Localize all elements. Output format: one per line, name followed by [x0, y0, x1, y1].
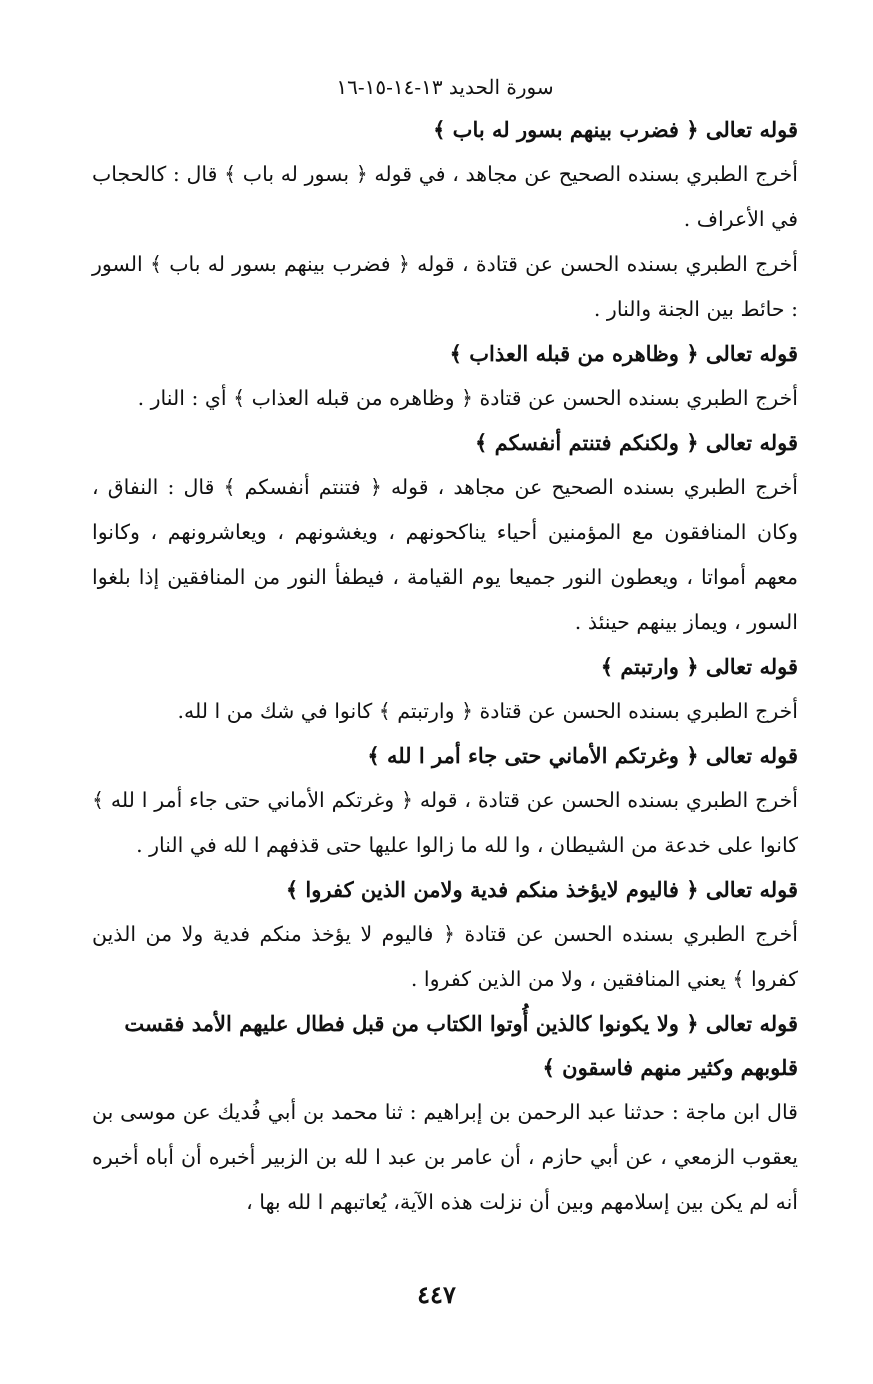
- running-header: سورة الحديد ١٣-١٤-١٥-١٦: [336, 75, 554, 99]
- paragraph: أخرج الطبري بسنده الحسن عن قتادة ﴿ وظاهره من قبله العذاب ﴾ أي : النار .: [137, 386, 798, 410]
- paragraph: أخرج الطبري بسنده الصحيح عن مجاهد ، قوله ﴿ فتنتم أنفسكم ﴾ قال : النفاق ، وكان المنافقون مع المؤمنين أحياء يناكحونهم ، ويغشونهم ، ويعاشرونهم ، وكانوا معهم أمواتا ، ويعطون النور جميعا يوم القيامة ، فيطفأ النور من المنافقين إذا بلغوا السور ، ويماز بينهم حينئذ .: [92, 475, 798, 634]
- verse-heading: قوله تعالى ﴿ ولكنكم فتنتم أنفسكم ﴾: [475, 430, 798, 455]
- verse-heading: قوله تعالى ﴿ وغرتكم الأماني حتى جاء أمر ا لله ﴾: [367, 743, 798, 768]
- paragraph: أخرج الطبري بسنده الحسن عن قتادة ﴿ وارتبتم ﴾ كانوا في شك من ا لله.: [177, 699, 798, 723]
- verse-heading: قوله تعالى ﴿ وظاهره من قبله العذاب ﴾: [449, 341, 798, 366]
- verse-heading: قوله تعالى ﴿ فضرب بينهم بسور له باب ﴾: [433, 117, 798, 142]
- verse-heading: قوله تعالى ﴿ فاليوم لايؤخذ منكم فدية ولامن الذين كفروا ﴾: [285, 877, 798, 902]
- paragraph: أخرج الطبري بسنده الحسن عن قتادة ، قوله ﴿ وغرتكم الأماني حتى جاء أمر ا لله ﴾ كانوا على خدعة من الشيطان ، وا لله ما زالوا عليها حتى قذفهم ا لله في النار .: [92, 788, 798, 857]
- page-number: ٤٤٧: [417, 1280, 456, 1309]
- verse-heading: قوله تعالى ﴿ وارتبتم ﴾: [600, 654, 798, 679]
- paragraph: أخرج الطبري بسنده الحسن عن قتادة ﴿ فاليوم لا يؤخذ منكم فدية ولا من الذين كفروا ﴾ يعني المنافقين ، ولا من الذين كفروا .: [92, 922, 798, 991]
- paragraph: أخرج الطبري بسنده الصحيح عن مجاهد ، في قوله ﴿ بسور له باب ﴾ قال : كالحجاب في الأعراف .: [92, 162, 798, 231]
- verse-heading: قوله تعالى ﴿ ولا يكونوا كالذين أُوتوا الكتاب من قبل فطال عليهم الأمد فقست قلوبهم وكثير منهم فاسقون ﴾: [124, 1011, 798, 1080]
- document-page: [92, 72, 798, 1332]
- paragraph: أخرج الطبري بسنده الحسن عن قتادة ، قوله ﴿ فضرب بينهم بسور له باب ﴾ السور : حائط بين الجنة والنار .: [92, 252, 798, 321]
- paragraph: قال ابن ماجة : حدثنا عبد الرحمن بن إبراهيم : ثنا محمد بن أبي فُديك عن موسى بن يعقوب الزمعي ، عن أبي حازم ، أن عامر بن عبد ا لله بن الزبير أخبره أن أباه أخبره أنه لم يكن بين إسلامهم وبين أن نزلت هذه الآية، يُعاتبهم ا لله بها ،: [92, 1100, 798, 1214]
